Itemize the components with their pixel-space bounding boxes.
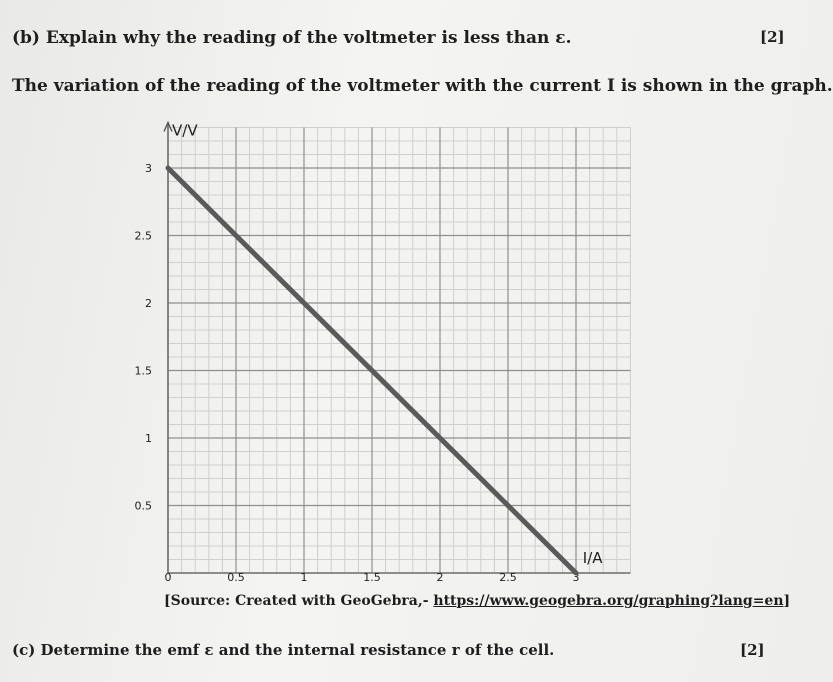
x-axis-label: I/A xyxy=(582,549,603,567)
grid xyxy=(168,128,630,574)
x-tick-label: 2.5 xyxy=(499,571,517,584)
y-tick-label: 3 xyxy=(145,162,152,175)
x-tick-label: 1 xyxy=(300,571,308,584)
question-b-marks: [2] xyxy=(760,28,785,46)
y-tick-label: 1 xyxy=(145,432,152,445)
x-tick-label: 2 xyxy=(436,571,444,584)
y-tick-label: 0.5 xyxy=(134,499,152,513)
y-axis-label: V/V xyxy=(172,121,198,140)
voltage-current-graph xyxy=(100,110,660,590)
source-suffix: ] xyxy=(783,593,791,609)
question-b: (b) Explain why the reading of the voltmeter is less than ε. xyxy=(12,28,572,48)
y-tick-label: 1.5 xyxy=(134,364,152,378)
source-prefix: [Source: Created with GeoGebra,- xyxy=(164,593,434,609)
graph-intro-text: The variation of the reading of the voltmeter with the current I is shown in the graph. xyxy=(12,76,833,96)
x-tick-label: 0 xyxy=(164,571,172,584)
y-tick-label: 2 xyxy=(145,297,152,310)
y-tick-label: 2.5 xyxy=(134,229,152,243)
question-c-marks: [2] xyxy=(740,641,765,659)
question-c: (c) Determine the emf ε and the internal resistance r of the cell. xyxy=(12,641,555,659)
x-tick-label: 3 xyxy=(572,571,580,584)
tick-labels xyxy=(135,162,580,584)
x-tick-label: 0.5 xyxy=(227,571,245,584)
source-citation xyxy=(164,593,790,609)
source-link[interactable]: https://www.geogebra.org/graphing?lang=en xyxy=(433,593,784,609)
x-tick-label: 1.5 xyxy=(363,571,381,584)
